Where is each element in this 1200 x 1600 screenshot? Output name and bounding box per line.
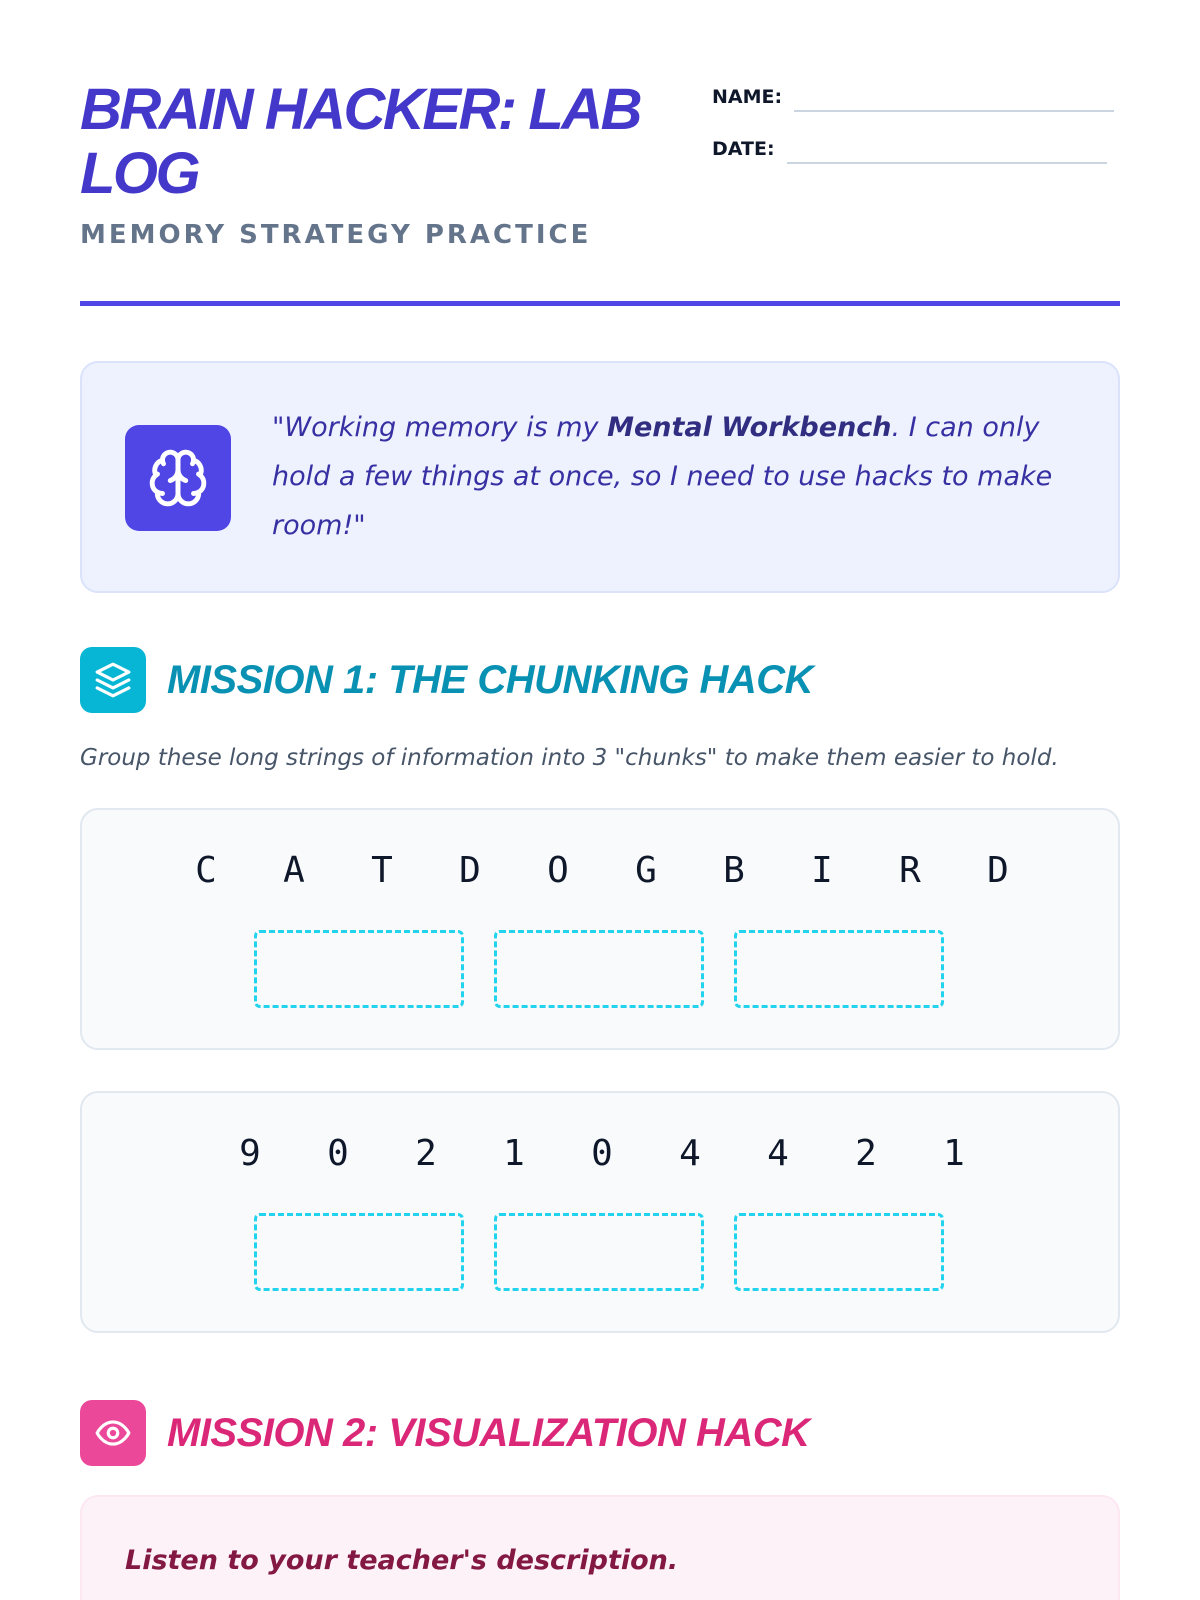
brain-icon: [125, 425, 231, 531]
sequence-char: C: [195, 850, 217, 891]
chunk-puzzle-numbers: [80, 1091, 1120, 1333]
sequence-char: 1: [943, 1133, 965, 1174]
sequence-char: 9: [239, 1133, 261, 1174]
chunk-answer-box[interactable]: [734, 1213, 944, 1291]
sequence-char: 0: [327, 1133, 349, 1174]
sequence-char: B: [723, 850, 745, 891]
date-input-line[interactable]: [787, 162, 1107, 164]
sequence-char: G: [635, 850, 657, 891]
sequence-char: T: [371, 850, 393, 891]
sequence-char: 0: [591, 1133, 613, 1174]
sequence-char: I: [811, 850, 833, 891]
mission-1-instruction: Group these long strings of information into 3 "chunks" to make them easier to hold.: [80, 745, 1059, 771]
page-subtitle: MEMORY STRATEGY PRACTICE: [80, 220, 592, 250]
mission-1-title: MISSION 1: THE CHUNKING HACK: [167, 657, 814, 702]
mission-1-header: [80, 647, 813, 713]
eye-icon: [80, 1400, 146, 1466]
quote-callout: [80, 361, 1120, 593]
mission-2-header: [80, 1400, 810, 1466]
name-label: NAME:: [712, 86, 783, 108]
working-memory-quote: [272, 403, 1072, 550]
number-sequence: [82, 1133, 1122, 1174]
chunk-answer-box[interactable]: [494, 930, 704, 1008]
sequence-char: D: [987, 850, 1009, 891]
layers-icon: [80, 647, 146, 713]
page-title: BRAIN HACKER: LAB LOG: [80, 77, 641, 206]
sequence-char: 4: [767, 1133, 789, 1174]
chunk-answer-box[interactable]: [254, 930, 464, 1008]
sequence-char: O: [547, 850, 569, 891]
sequence-char: 1: [503, 1133, 525, 1174]
sequence-char: R: [899, 850, 921, 891]
date-field[interactable]: [712, 138, 1107, 160]
chunk-puzzle-letters: [80, 808, 1120, 1050]
chunk-answer-box[interactable]: [254, 1213, 464, 1291]
mission-2-instruction: Listen to your teacher's description.: [125, 1545, 679, 1576]
worksheet-page: [80, 0, 1120, 1600]
sequence-char: D: [459, 850, 481, 891]
quote-emphasis: Mental Workbench: [607, 412, 892, 443]
quote-suffix: . I can only hold a few things at once, so I need to use hacks to make room!": [272, 412, 1053, 541]
quote-prefix: "Working memory is my: [272, 412, 608, 443]
chunk-answer-box[interactable]: [494, 1213, 704, 1291]
chunk-answer-boxes: [254, 1213, 944, 1291]
header-divider: [80, 301, 1120, 306]
sequence-char: 2: [415, 1133, 437, 1174]
chunk-answer-boxes: [254, 930, 944, 1008]
sequence-char: 2: [855, 1133, 877, 1174]
mission-2-title: MISSION 2: VISUALIZATION HACK: [167, 1410, 810, 1455]
sequence-char: A: [283, 850, 305, 891]
visualization-callout: [80, 1495, 1120, 1600]
name-field[interactable]: [712, 86, 1114, 108]
date-label: DATE:: [712, 138, 775, 160]
chunk-answer-box[interactable]: [734, 930, 944, 1008]
sequence-char: 4: [679, 1133, 701, 1174]
letter-sequence: [82, 850, 1122, 891]
name-input-line[interactable]: [794, 110, 1114, 112]
